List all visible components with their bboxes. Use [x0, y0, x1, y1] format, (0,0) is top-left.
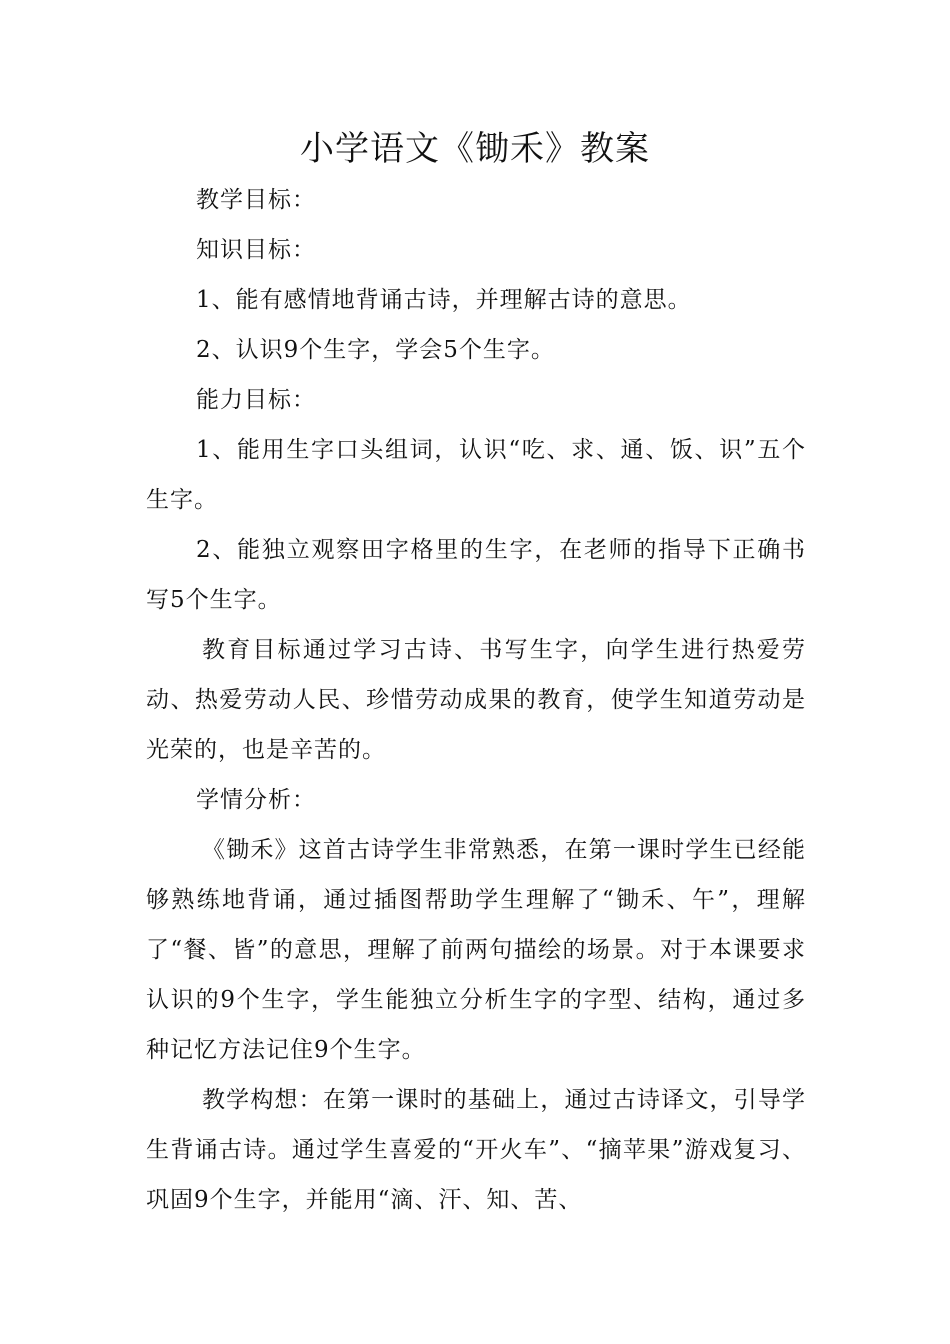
education-goal: 教育目标通过学习古诗、书写生字，向学生进行热爱劳动、热爱劳动人民、珍惜劳动成果的教育，使学生知道劳动是光荣的，也是辛苦的。 [146, 637, 806, 763]
document-body [146, 175, 806, 1225]
teaching-concept-text: 教学构想：在第一课时的基础上，通过古诗译文，引导学生背诵古诗。通过学生喜爱的“开火车”、“摘苹果”游戏复习、巩固9个生字，并能用“滴、汗、知、苦、 [146, 1087, 806, 1213]
knowledge-goal-2: 2、认识9个生字，学会5个生字。 [196, 337, 555, 363]
ability-goal-1: 1、能用生字口头组词，认识“吃、求、通、饭、识”五个生字。 [146, 437, 806, 513]
knowledge-goal-1: 1、能有感情地背诵古诗，并理解古诗的意思。 [196, 287, 692, 313]
heading-knowledge-goals: 知识目标： [196, 237, 316, 263]
heading-student-analysis: 学情分析： [196, 787, 316, 813]
heading-ability-goals: 能力目标： [196, 387, 316, 413]
document-title: 小学语文《锄禾》教案 [300, 129, 650, 169]
student-analysis-text: 《锄禾》这首古诗学生非常熟悉，在第一课时学生已经能够熟练地背诵，通过插图帮助学生理解了“锄禾、午”，理解了“餐、皆”的意思，理解了前两句描绘的场景。对于本课要求认识的9个生字，学生能独立分析生字的字型、结构，通过多种记忆方法记住9个生字。 [146, 837, 806, 1063]
ability-goal-2: 2、能独立观察田字格里的生字，在老师的指导下正确书写5个生字。 [146, 537, 806, 613]
heading-teaching-goals: 教学目标： [196, 187, 316, 213]
